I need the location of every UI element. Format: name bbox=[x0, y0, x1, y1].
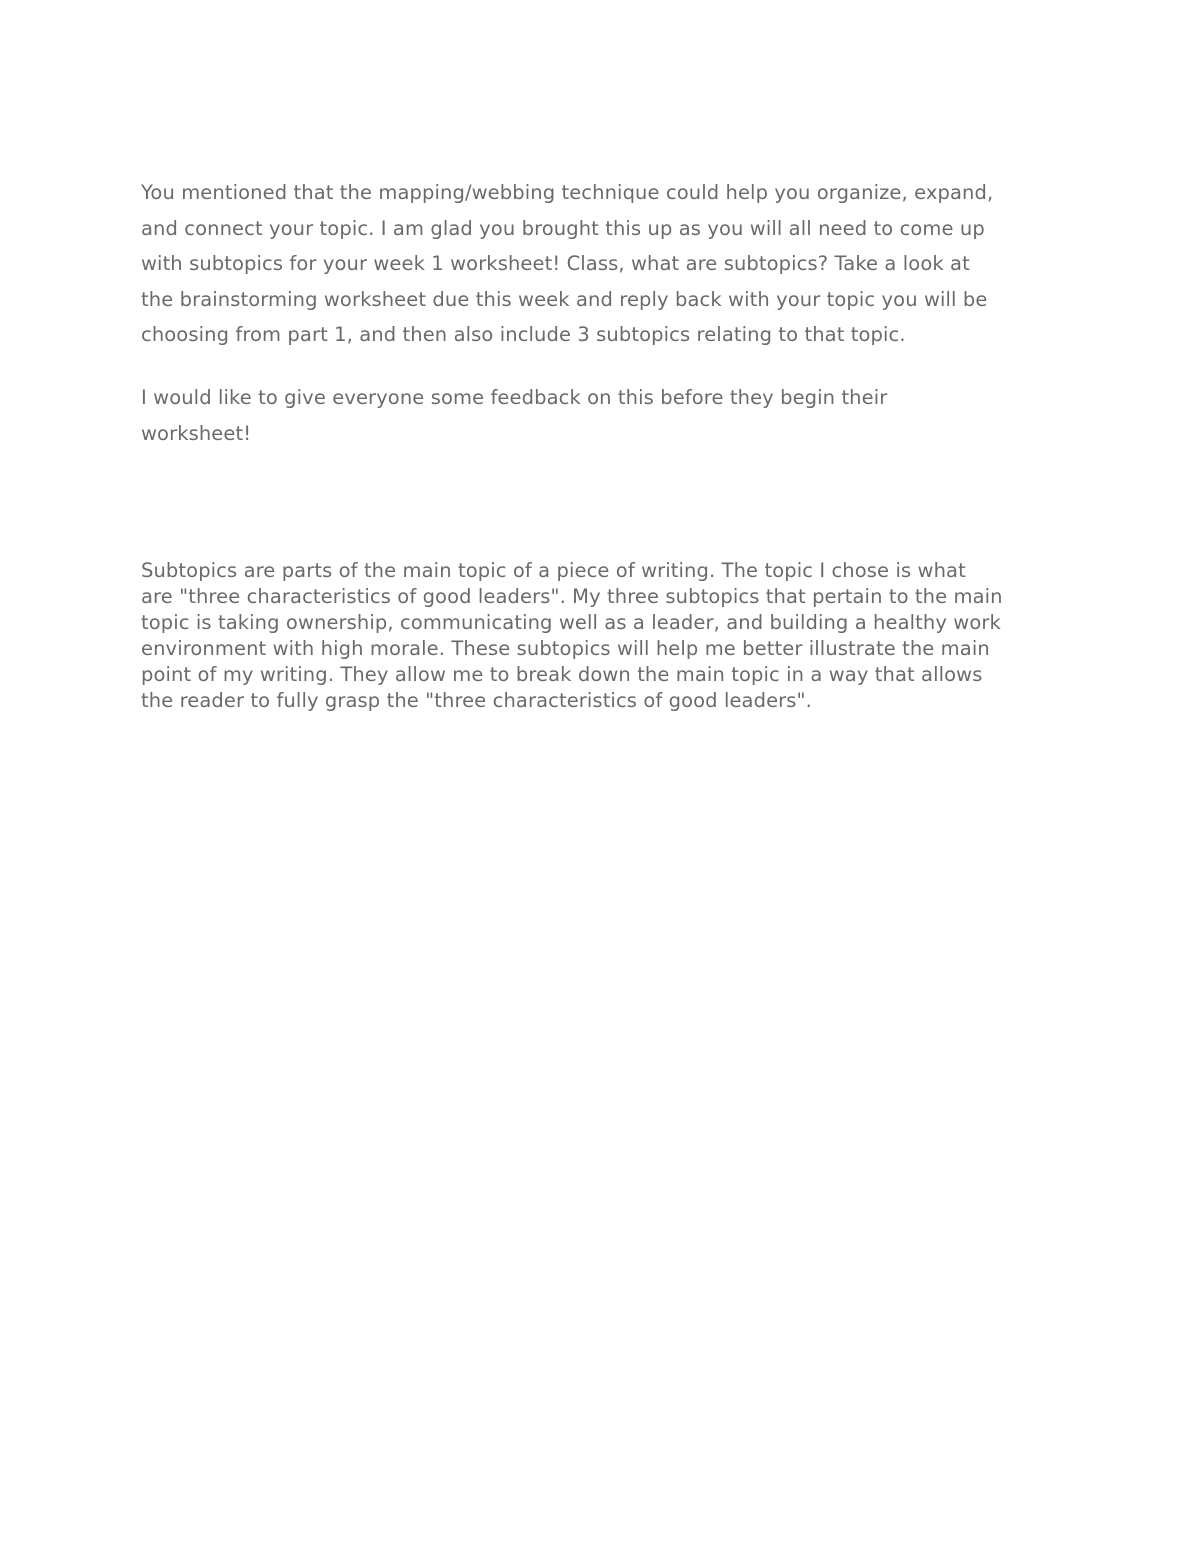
instructor-feedback-paragraph bbox=[141, 380, 1071, 451]
text-line: environment with high morale. These subtopics will help me better illustrate the main bbox=[141, 637, 990, 660]
text-line: and connect your topic. I am glad you brought this up as you will all need to come up bbox=[141, 216, 985, 240]
text-line: point of my writing. They allow me to break down the main topic in a way that allows bbox=[141, 663, 983, 686]
text-line: I would like to give everyone some feedback on this before they begin their bbox=[141, 386, 888, 409]
text-line: are "three characteristics of good leaders". My three subtopics that pertain to the main bbox=[141, 585, 1003, 608]
text-line: topic is taking ownership, communicating well as a leader, and building a healthy work bbox=[141, 611, 1001, 634]
text-line: with subtopics for your week 1 worksheet! Class, what are subtopics? Take a look at bbox=[141, 252, 970, 275]
student-response-paragraph bbox=[141, 558, 1071, 714]
text-line: Subtopics are parts of the main topic of a piece of writing. The topic I chose is what bbox=[141, 559, 966, 582]
text-line: choosing from part 1, and then also include 3 subtopics relating to that topic. bbox=[141, 323, 906, 346]
text-line: worksheet! bbox=[141, 421, 252, 445]
text-line: the reader to fully grasp the "three characteristics of good leaders". bbox=[141, 689, 812, 712]
instructor-prompt-paragraph bbox=[141, 175, 1071, 353]
text-line: the brainstorming worksheet due this week and reply back with your topic you will be bbox=[141, 287, 988, 311]
text-line: You mentioned that the mapping/webbing technique could help you organize, expand, bbox=[141, 181, 994, 204]
